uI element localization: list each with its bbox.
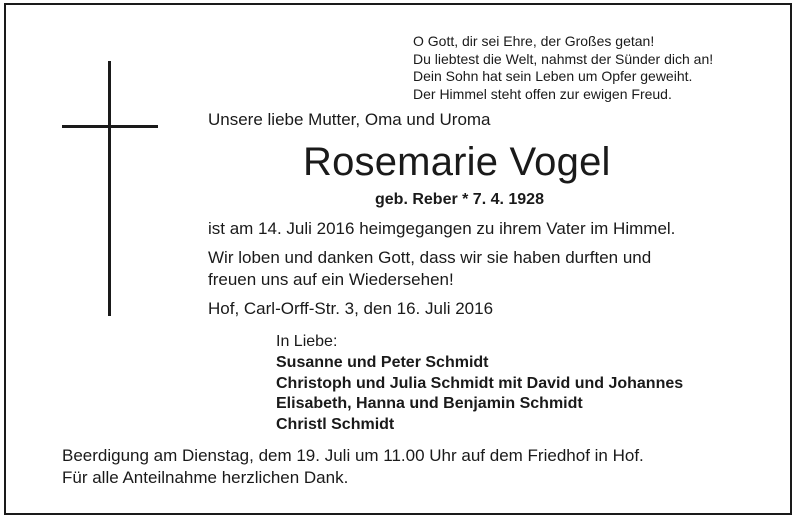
family-list — [276, 353, 683, 435]
deceased-name: Rosemarie Vogel — [303, 140, 611, 184]
poem-line: Der Himmel steht offen zur ewigen Freud. — [413, 85, 672, 102]
funeral-info — [62, 445, 644, 489]
poem-verse — [413, 33, 713, 103]
place-date: Hof, Carl-Orff-Str. 3, den 16. Juli 2016 — [208, 299, 494, 318]
family-member: Christoph und Julia Schmidt mit David und Johannes — [276, 374, 684, 392]
family-member: Susanne und Peter Schmidt — [276, 354, 489, 371]
birth-info: geb. Reber * 7. 4. 1928 — [375, 191, 544, 208]
intro-text: Unsere liebe Mutter, Oma und Uroma — [208, 110, 491, 129]
praise-text — [208, 247, 651, 291]
poem-line: O Gott, dir sei Ehre, der Großes getan! — [413, 33, 655, 49]
passing-statement: ist am 14. Juli 2016 heimgegangen zu ihrem Vater im Himmel. — [208, 219, 676, 238]
cross-vertical-bar — [108, 61, 111, 316]
family-label: In Liebe: — [276, 333, 338, 350]
praise-line: Wir loben und danken Gott, dass wir sie haben durften und — [208, 248, 652, 267]
poem-line: Dein Sohn hat sein Leben um Opfer geweiht. — [413, 68, 693, 84]
funeral-line: Beerdigung am Dienstag, dem 19. Juli um 11.00 Uhr auf dem Friedhof in Hof. — [62, 446, 644, 465]
praise-line: freuen uns auf ein Wiedersehen! — [208, 270, 454, 289]
cross-horizontal-bar — [62, 125, 158, 128]
poem-line: Du liebtest die Welt, nahmst der Sünder dich an! — [413, 50, 714, 67]
family-member: Elisabeth, Hanna und Benjamin Schmidt — [276, 395, 583, 412]
thanks-line: Für alle Anteilnahme herzlichen Dank. — [62, 468, 349, 487]
family-member: Christl Schmidt — [276, 415, 395, 433]
